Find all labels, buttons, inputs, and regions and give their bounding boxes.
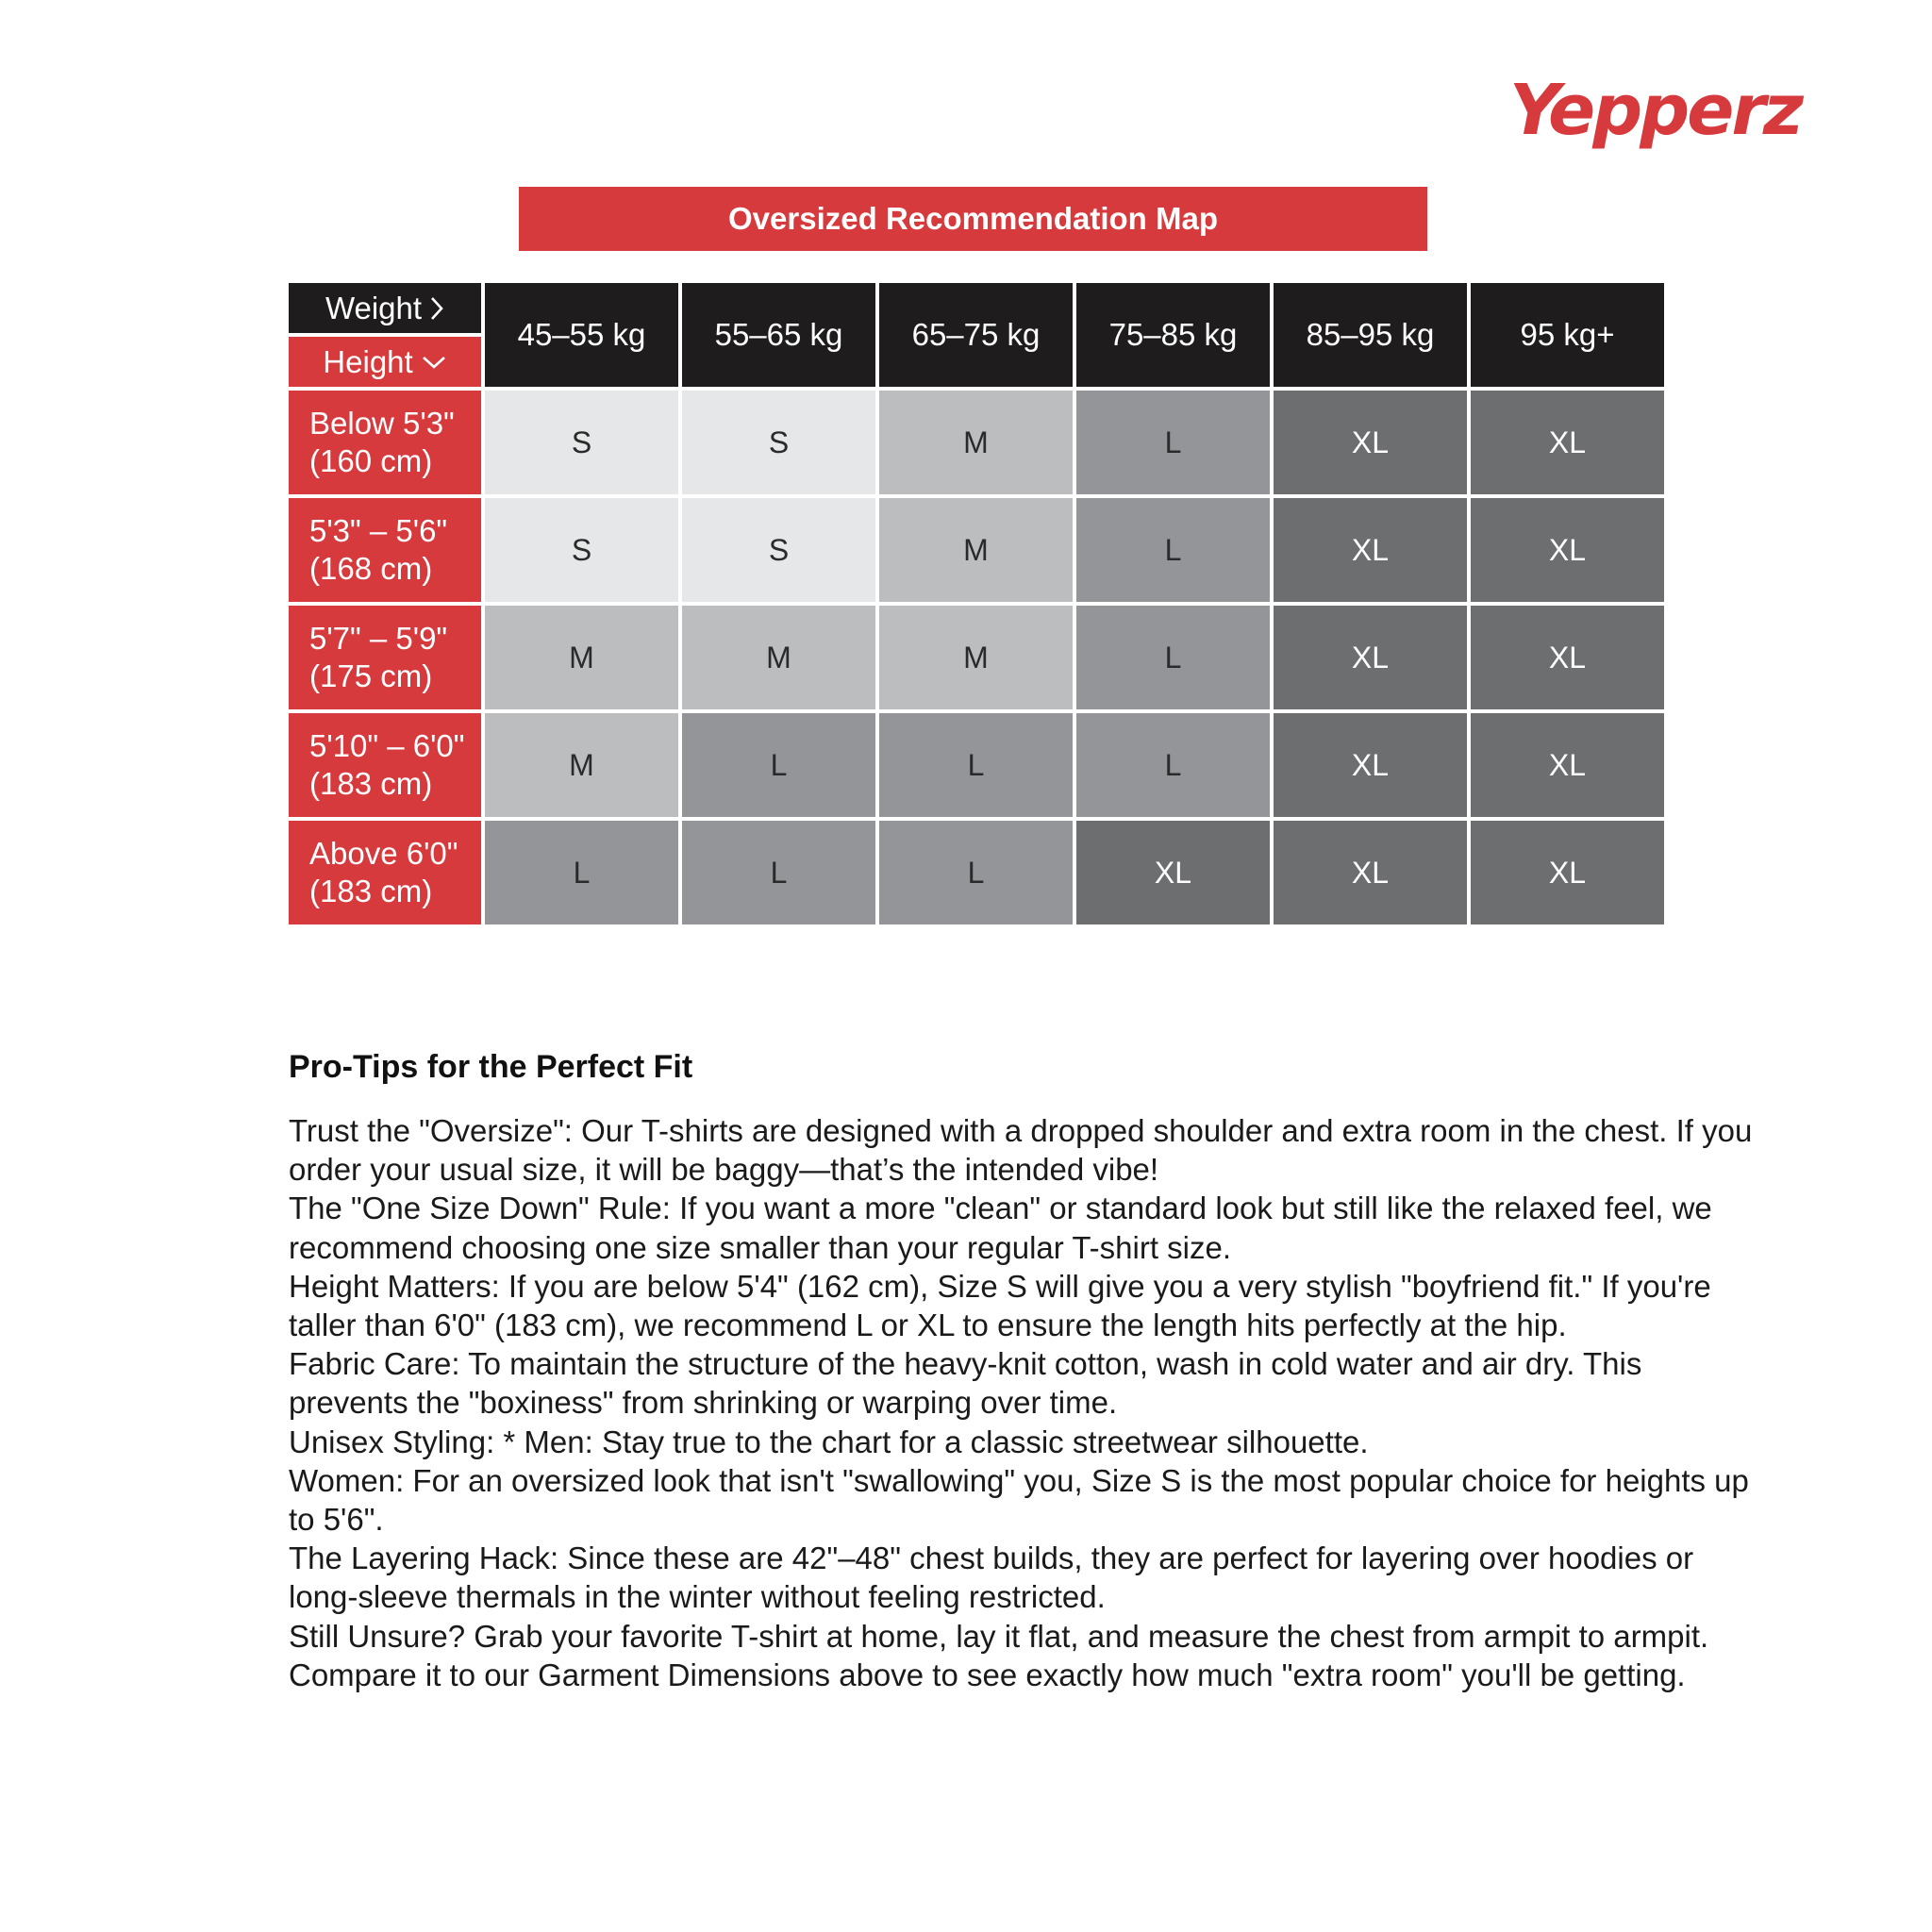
height-row-header: [289, 821, 481, 924]
height-range: 5'10" – 6'0": [309, 728, 465, 763]
size-cell: L: [879, 821, 1073, 924]
size-cell: XL: [1274, 606, 1467, 709]
size-cell: L: [1076, 391, 1270, 494]
weight-axis-label: [289, 283, 481, 333]
height-row-header: [289, 391, 481, 494]
tip-paragraph: The Layering Hack: Since these are 42"–48" chest builds, they are perfect for layering over hoodies or long-sleeve thermals in the winter without feeling restricted.: [289, 1541, 1694, 1615]
tips-body: [289, 1111, 1760, 1694]
height-cm: (183 cm): [309, 766, 433, 801]
weight-header: 95 kg+: [1471, 283, 1664, 387]
height-cm: (175 cm): [309, 658, 433, 693]
tip-paragraph: Women: For an oversized look that isn't "swallowing" you, Size S is the most popular choice for heights up to 5'6".: [289, 1462, 1749, 1538]
size-cell: XL: [1471, 821, 1664, 924]
weight-label-text: Weight: [325, 290, 423, 325]
size-cell: M: [879, 498, 1073, 602]
size-cell: M: [879, 606, 1073, 709]
weight-header: 75–85 kg: [1076, 283, 1270, 387]
tip-paragraph: Height Matters: If you are below 5'4" (162 cm), Size S will give you a very stylish "boyfriend fit." If you're taller than 6'0" (183 cm), we recommend L or XL to ensure the length hits perfectly at the hip.: [289, 1268, 1711, 1343]
tips-heading: Pro-Tips for the Perfect Fit: [289, 1049, 693, 1085]
height-range: 5'3" – 5'6": [309, 513, 448, 548]
size-cell: M: [485, 606, 678, 709]
size-cell: L: [682, 821, 875, 924]
size-cell: XL: [1274, 391, 1467, 494]
tip-paragraph: The "One Size Down" Rule: If you want a more "clean" or standard look but still like the relaxed feel, we recommend choosing one size smaller than your regular T-shirt size.: [289, 1191, 1712, 1265]
size-recommendation-table: [289, 283, 1664, 924]
height-row-header: [289, 606, 481, 709]
size-cell: S: [485, 391, 678, 494]
size-cell: L: [1076, 498, 1270, 602]
height-row-header: [289, 498, 481, 602]
height-cm: (168 cm): [309, 551, 433, 586]
size-cell: M: [485, 713, 678, 817]
size-cell: XL: [1471, 606, 1664, 709]
height-range: Above 6'0": [309, 836, 458, 871]
size-cell: XL: [1471, 713, 1664, 817]
height-label-text: Height: [323, 343, 413, 379]
height-row-header: [289, 713, 481, 817]
brand-logo: Yepperz: [1509, 70, 1801, 151]
size-cell: XL: [1471, 498, 1664, 602]
page-title: Oversized Recommendation Map: [519, 187, 1427, 251]
weight-header: 85–95 kg: [1274, 283, 1467, 387]
height-range: 5'7" – 5'9": [309, 621, 448, 656]
size-cell: L: [1076, 713, 1270, 817]
height-axis-label: [289, 337, 481, 387]
size-cell: S: [682, 498, 875, 602]
size-cell: L: [485, 821, 678, 924]
tip-paragraph: Unisex Styling: * Men: Stay true to the chart for a classic streetwear silhouette.: [289, 1424, 1369, 1459]
size-cell: M: [682, 606, 875, 709]
tip-paragraph: Trust the "Oversize": Our T-shirts are designed with a dropped shoulder and extra room in the chest. If you order your usual size, it will be baggy—that’s the intended vibe!: [289, 1113, 1753, 1188]
size-cell: XL: [1471, 391, 1664, 494]
size-cell: L: [1076, 606, 1270, 709]
tip-paragraph: Fabric Care: To maintain the structure of the heavy-knit cotton, wash in cold water and air dry. This prevents the "boxiness" from shrinking or warping over time.: [289, 1346, 1642, 1421]
weight-header: 65–75 kg: [879, 283, 1073, 387]
size-cell: XL: [1076, 821, 1270, 924]
tip-paragraph: Still Unsure? Grab your favorite T-shirt at home, lay it flat, and measure the chest from armpit to armpit. Compare it to our Garment Dimensions above to see exactly how much "extra room" you'll be getting.: [289, 1618, 1709, 1692]
size-cell: L: [879, 713, 1073, 817]
weight-header: 55–65 kg: [682, 283, 875, 387]
size-cell: L: [682, 713, 875, 817]
chevron-right-icon: [429, 295, 444, 322]
height-cm: (160 cm): [309, 443, 433, 478]
size-cell: XL: [1274, 821, 1467, 924]
size-cell: S: [682, 391, 875, 494]
size-cell: XL: [1274, 713, 1467, 817]
table-corner: [289, 283, 481, 387]
chevron-down-icon: [421, 355, 447, 370]
size-cell: M: [879, 391, 1073, 494]
height-range: Below 5'3": [309, 406, 455, 441]
weight-header: 45–55 kg: [485, 283, 678, 387]
size-cell: XL: [1274, 498, 1467, 602]
size-cell: S: [485, 498, 678, 602]
height-cm: (183 cm): [309, 874, 433, 908]
